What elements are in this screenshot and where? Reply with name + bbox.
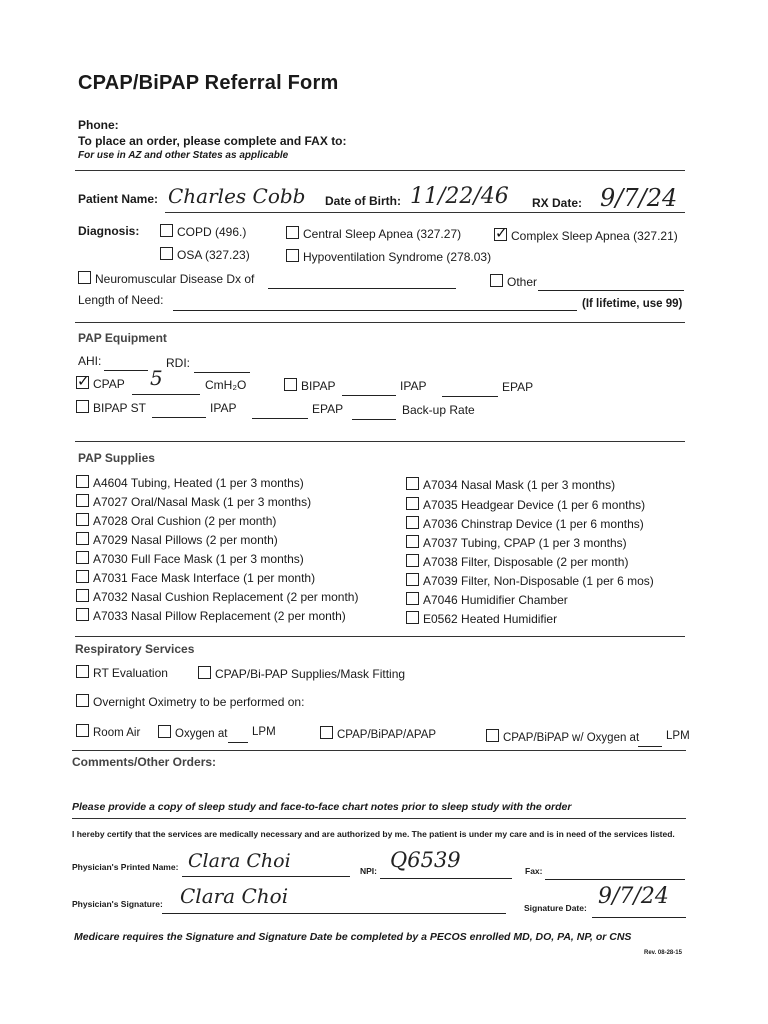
- supply-item-label: A7038 Filter, Disposable (2 per month): [423, 555, 629, 569]
- divider: [75, 170, 685, 171]
- checkbox-icon[interactable]: [160, 224, 173, 237]
- oximetry-label: Overnight Oximetry to be performed on:: [93, 695, 305, 709]
- rt-evaluation-label: RT Evaluation: [93, 666, 168, 680]
- bipap-st-option[interactable]: [76, 400, 146, 415]
- supply-item-label: E0562 Heated Humidifier: [423, 612, 558, 626]
- dx-osa-label: OSA (327.23): [177, 248, 250, 262]
- dx-copd-label: COPD (496.): [177, 225, 247, 239]
- cpap-oxygen-option[interactable]: [486, 729, 639, 744]
- form-title: CPAP/BiPAP Referral Form: [78, 72, 339, 94]
- divider: [75, 441, 685, 442]
- certification-text: I hereby certify that the services are medically necessary and are authorized by me. The patient is under my care and is in need of the services listed.: [72, 829, 675, 839]
- checkbox-icon[interactable]: [406, 516, 419, 529]
- checkbox-icon[interactable]: [76, 513, 89, 526]
- supply-item-label: A7033 Nasal Pillow Replacement (2 per month): [93, 609, 346, 623]
- mask-fitting-label: CPAP/Bi-PAP Supplies/Mask Fitting: [215, 667, 406, 681]
- respiratory-heading: Respiratory Services: [75, 642, 195, 656]
- supply-item[interactable]: [406, 592, 568, 607]
- bipap-epap-field[interactable]: [442, 382, 498, 400]
- cpap-label: CPAP: [93, 377, 125, 391]
- oxygen-at-option[interactable]: [158, 725, 227, 740]
- room-air-label: Room Air: [93, 727, 141, 739]
- checkbox-icon[interactable]: [286, 249, 299, 262]
- cmh2o-label: CmH₂O: [205, 378, 247, 392]
- supply-item[interactable]: [406, 516, 644, 531]
- checkbox-icon[interactable]: [160, 247, 173, 260]
- checkbox-icon[interactable]: [406, 592, 419, 605]
- supply-item-label: A7031 Face Mask Interface (1 per month): [93, 571, 316, 585]
- phone-label: Phone:: [78, 118, 119, 132]
- fax-field[interactable]: [545, 865, 685, 883]
- supply-item[interactable]: [76, 513, 276, 528]
- cpap-pressure-field[interactable]: [132, 380, 200, 398]
- checkbox-icon[interactable]: [76, 532, 89, 545]
- mask-fitting-option[interactable]: [198, 666, 405, 681]
- dx-osa[interactable]: [160, 247, 250, 262]
- oximetry-option[interactable]: [76, 694, 304, 709]
- supply-item-label: A7037 Tubing, CPAP (1 per 3 months): [423, 536, 627, 550]
- bipap-st-field[interactable]: [152, 403, 206, 421]
- supply-item[interactable]: [76, 475, 304, 490]
- pap-supplies-heading: PAP Supplies: [78, 451, 155, 465]
- divider: [72, 818, 686, 819]
- length-of-need-field[interactable]: [173, 296, 577, 314]
- revision-label: Rev. 08-28-15: [644, 950, 682, 956]
- checkbox-icon[interactable]: [406, 611, 419, 624]
- checkbox-icon[interactable]: [490, 274, 503, 287]
- supply-item-label: A7039 Filter, Non-Disposable (1 per 6 mos): [423, 574, 654, 588]
- dx-hypo[interactable]: [286, 249, 491, 264]
- supply-item-label: A7035 Headgear Device (1 per 6 months): [423, 498, 646, 512]
- supply-item[interactable]: [406, 573, 654, 588]
- bipap-option[interactable]: [284, 378, 335, 393]
- room-air-option[interactable]: [76, 724, 140, 739]
- dx-copd[interactable]: [160, 224, 246, 239]
- checkbox-icon[interactable]: [76, 724, 89, 737]
- oxygen-lpm-field[interactable]: [228, 728, 248, 746]
- dx-neuro-field[interactable]: [268, 274, 456, 292]
- cpap-pressure-value[interactable]: 5: [150, 366, 163, 390]
- supply-item-label: A7028 Oral Cushion (2 per month): [93, 514, 277, 528]
- bipap-label: BIPAP: [301, 379, 336, 393]
- npi-label: NPI:: [360, 866, 377, 876]
- dx-complex[interactable]: [494, 228, 678, 243]
- fax-label: Fax:: [525, 866, 543, 876]
- supply-item[interactable]: [406, 535, 627, 550]
- cpap-apap-label: CPAP/BiPAP/APAP: [337, 729, 437, 741]
- checkbox-icon[interactable]: [76, 608, 89, 621]
- sleep-study-note: Please provide a copy of sleep study and face-to-face chart notes prior to sleep study with the order: [72, 801, 572, 813]
- checkbox-icon[interactable]: [320, 726, 333, 739]
- length-of-need-label: Length of Need:: [78, 293, 164, 307]
- supply-item-label: A4604 Tubing, Heated (1 per 3 months): [93, 476, 304, 490]
- supply-item[interactable]: [406, 611, 557, 626]
- cpap-option[interactable]: [76, 376, 125, 391]
- checkbox-icon[interactable]: [158, 725, 171, 738]
- supply-item[interactable]: [76, 570, 315, 585]
- oxygen-at-label: Oxygen at: [175, 728, 228, 740]
- physician-signature-label: Physician's Signature:: [72, 899, 163, 909]
- checkbox-icon[interactable]: [406, 535, 419, 548]
- states-note: For use in AZ and other States as applicable: [78, 150, 289, 161]
- ahi-label: AHI:: [78, 354, 102, 368]
- cpap-apap-option[interactable]: [320, 726, 436, 741]
- bipap-ipap-field[interactable]: [342, 381, 396, 399]
- dx-other-field[interactable]: [538, 276, 684, 294]
- supply-item[interactable]: [406, 477, 615, 492]
- patient-name-value[interactable]: Charles Cobb: [168, 184, 306, 208]
- divider: [72, 750, 686, 751]
- dob-value[interactable]: 11/22/46: [410, 184, 509, 209]
- dx-neuro[interactable]: [78, 271, 254, 286]
- bipap-st-label: BIPAP ST: [93, 401, 146, 415]
- dx-other-label: Other: [507, 275, 538, 289]
- bipap-ipap-label: IPAP: [400, 379, 427, 393]
- diagnosis-label: Diagnosis:: [78, 224, 140, 238]
- dx-hypo-label: Hypoventilation Syndrome (278.03): [303, 250, 492, 264]
- signature-date-value[interactable]: 9/7/24: [598, 884, 669, 909]
- checkbox-icon[interactable]: [76, 551, 89, 564]
- supply-item-label: A7027 Oral/Nasal Mask (1 per 3 months): [93, 495, 312, 509]
- checkbox-icon[interactable]: [76, 694, 89, 707]
- supply-item-label: A7036 Chinstrap Device (1 per 6 months): [423, 517, 644, 531]
- order-instruction: To place an order, please complete and FAX to:: [78, 134, 347, 148]
- checkbox-icon[interactable]: [486, 729, 499, 742]
- dx-complex-label: Complex Sleep Apnea (327.21): [511, 229, 678, 243]
- comments-label: Comments/Other Orders:: [72, 755, 217, 769]
- checkbox-icon[interactable]: [76, 475, 89, 488]
- checkbox-icon[interactable]: [76, 665, 89, 678]
- divider: [75, 322, 685, 323]
- supply-item-label: A7029 Nasal Pillows (2 per month): [93, 533, 278, 547]
- dx-central-label: Central Sleep Apnea (327.27): [303, 227, 462, 241]
- st-epap-label: EPAP: [312, 402, 344, 416]
- signature-date-label: Signature Date:: [524, 903, 587, 913]
- rdi-field[interactable]: [194, 358, 250, 376]
- medicare-note: Medicare requires the Signature and Signature Date be completed by a PECOS enrolled MD, DO, PA, NP, or CNS: [74, 931, 632, 943]
- ahi-field[interactable]: [104, 356, 148, 374]
- checkbox-icon[interactable]: [198, 666, 211, 679]
- physician-name-value[interactable]: Clara Choi: [188, 850, 291, 872]
- checkbox-icon[interactable]: [76, 589, 89, 602]
- checkbox-icon[interactable]: [406, 573, 419, 586]
- checked-checkbox-icon[interactable]: [494, 228, 507, 241]
- supply-item[interactable]: [76, 608, 346, 623]
- st-ipap-label: IPAP: [210, 401, 237, 415]
- supply-item[interactable]: [76, 589, 358, 604]
- dx-neuro-label: Neuromuscular Disease Dx of: [95, 272, 255, 286]
- rx-date-value[interactable]: 9/7/24: [600, 184, 678, 212]
- supply-item-label: A7046 Humidifier Chamber: [423, 593, 568, 607]
- lpm-label: LPM: [252, 726, 276, 738]
- checkbox-icon[interactable]: [284, 378, 297, 391]
- physician-name-label: Physician's Printed Name:: [72, 862, 179, 872]
- checkbox-icon[interactable]: [406, 477, 419, 490]
- rdi-label: RDI:: [166, 356, 190, 370]
- bipap-epap-label: EPAP: [502, 380, 534, 394]
- supply-item[interactable]: [76, 551, 304, 566]
- supply-item-label: A7034 Nasal Mask (1 per 3 months): [423, 478, 616, 492]
- checkbox-icon[interactable]: [78, 271, 91, 284]
- checkbox-icon[interactable]: [76, 400, 89, 413]
- divider: [75, 636, 685, 637]
- checkbox-icon[interactable]: [406, 554, 419, 567]
- rt-evaluation-option[interactable]: [76, 665, 168, 680]
- supply-item[interactable]: [406, 497, 645, 512]
- patient-name-label: Patient Name:: [78, 192, 159, 206]
- physician-signature-value[interactable]: Clara Choi: [180, 884, 289, 908]
- dx-central[interactable]: [286, 226, 461, 241]
- supply-item[interactable]: [76, 494, 311, 509]
- backup-rate-label: Back-up Rate: [402, 403, 475, 417]
- st-ipap-field[interactable]: [252, 404, 308, 422]
- rx-date-label: RX Date:: [532, 196, 583, 210]
- patient-underline: [165, 212, 685, 213]
- supply-item-label: A7032 Nasal Cushion Replacement (2 per month): [93, 590, 359, 604]
- cpap-oxygen-lpm-field[interactable]: [638, 732, 662, 750]
- supply-item-label: A7030 Full Face Mask (1 per 3 months): [93, 552, 304, 566]
- cpap-oxygen-label: CPAP/BiPAP w/ Oxygen at: [503, 732, 640, 744]
- pap-equipment-heading: PAP Equipment: [78, 331, 167, 345]
- checkbox-icon[interactable]: [76, 494, 89, 507]
- dx-other[interactable]: [490, 274, 537, 289]
- checkbox-icon[interactable]: [406, 497, 419, 510]
- checkbox-icon[interactable]: [286, 226, 299, 239]
- supply-item[interactable]: [76, 532, 278, 547]
- npi-value[interactable]: Q6539: [390, 848, 461, 872]
- supply-item[interactable]: [406, 554, 628, 569]
- checkbox-icon[interactable]: [76, 570, 89, 583]
- st-epap-field[interactable]: [352, 405, 396, 423]
- checked-checkbox-icon[interactable]: [76, 376, 89, 389]
- lpm-label-2: LPM: [666, 730, 690, 742]
- lifetime-note: (If lifetime, use 99): [582, 298, 683, 310]
- dob-label: Date of Birth:: [325, 194, 401, 208]
